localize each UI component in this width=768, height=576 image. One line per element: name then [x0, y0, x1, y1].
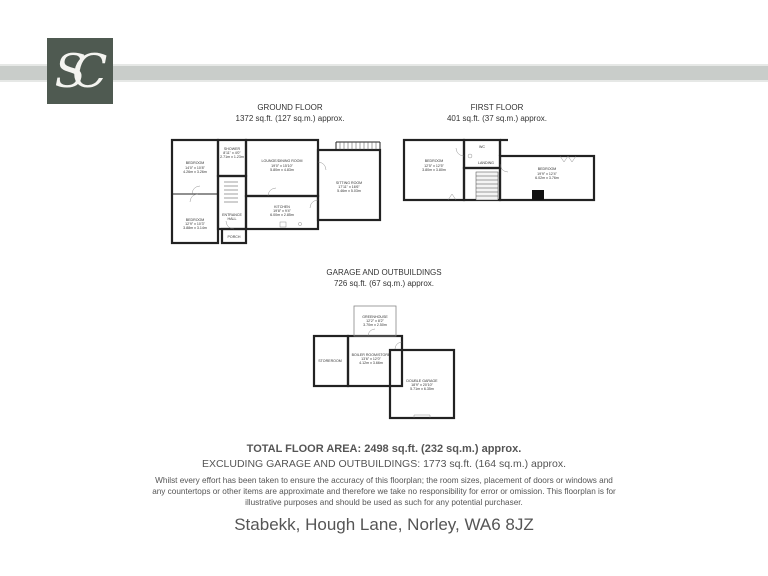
gf-entrance-label: ENTRANCE — [222, 213, 242, 217]
gf-bedroom2-dim-m: 3.88m x 3.14m — [183, 226, 207, 230]
gf-kitchen-dim-m: 6.00m x 2.85m — [270, 213, 294, 217]
ff-landing-label: LANDING — [478, 161, 494, 165]
gf-lounge-dim-m: 5.80m x 4.83m — [270, 168, 294, 172]
gf-sitting-dim-ft: 17'11" x 16'6" — [338, 185, 360, 189]
gf-bedroom2-label: BEDROOM — [185, 218, 205, 222]
ff-bedroom2-label: BEDROOM — [537, 167, 557, 171]
gf-bedroom1-dim-m: 4.26m x 3.26m — [183, 170, 207, 174]
garage-title: GARAGE AND OUTBUILDINGS — [326, 268, 442, 277]
header-band — [0, 64, 768, 82]
excluding-garage-area: EXCLUDING GARAGE AND OUTBUILDINGS: 1773 sq.ft. (164 sq.m.) approx. — [201, 458, 567, 470]
garage-area: 726 sq.ft. (67 sq.m.) approx. — [333, 279, 435, 288]
garage-room-labels — [318, 315, 438, 391]
gb-boiler-label: BOILER ROOM/STORE — [351, 353, 391, 357]
gb-garage-dim-m: 5.71m x 6.35m — [410, 387, 434, 391]
gb-storeroom-label: STOREROOM — [318, 359, 342, 363]
gf-sitting-label: SITTING ROOM — [335, 181, 363, 185]
first-floor-title: FIRST FLOOR — [470, 103, 524, 112]
ff-bedroom2-dim-ft: 19'9" x 12'4" — [537, 172, 557, 176]
first-floor-area: 401 sq.ft. (37 sq.m.) approx. — [446, 114, 548, 123]
disclaimer-text: Whilst every effort has been taken to ensure the accuracy of this floorplan; the room sizes, placement of doors or windows and any countertops or other items are approximate and therefore we take no responsibility for error or omission. This floorplan is for illustrative purposes and should be used as such for any potential purchaser. — [152, 476, 616, 507]
ground-floor-title: GROUND FLOOR — [257, 103, 323, 112]
gb-garage-label: DOUBLE GARAGE — [406, 379, 438, 383]
garage-plan — [310, 302, 460, 422]
ff-bedroom1-dim-ft: 12'5" x 12'5" — [424, 164, 444, 168]
gb-greenhouse-label: GREENHOUSE — [362, 315, 388, 319]
gf-shower-dim-ft: 8'11" x 4'0" — [223, 151, 241, 155]
gf-sitting-dim-m: 5.46m x 5.03m — [337, 189, 361, 193]
first-floor-plan — [400, 134, 600, 204]
ground-floor-plan — [168, 134, 388, 250]
ff-wc-label: WC — [479, 145, 485, 149]
gf-bedroom2-dim-ft: 12'9" x 10'3" — [185, 222, 205, 226]
gb-boiler-dim-ft: 13'6" x 12'0" — [361, 357, 381, 361]
property-address: Stabekk, Hough Lane, Norley, WA6 8JZ — [234, 515, 534, 534]
logo — [47, 38, 113, 104]
gb-greenhouse-dim-m: 3.70m x 2.50m — [363, 323, 387, 327]
garage-caption — [284, 267, 484, 289]
gb-boiler-dim-m: 4.12m x 3.66m — [359, 361, 383, 365]
ff-bedroom1-dim-m: 3.80m x 3.80m — [422, 168, 446, 172]
first-floor-caption — [397, 102, 597, 124]
gf-lounge-label: LOUNGE/DINING ROOM — [261, 159, 303, 163]
gf-bedroom1-dim-ft: 14'0" x 10'8" — [185, 166, 205, 170]
gf-shower-dim-m: 2.71m x 1.23m — [220, 155, 244, 159]
gb-greenhouse-dim-ft: 12'2" x 8'2" — [366, 319, 384, 323]
gf-porch-label: PORCH — [227, 235, 241, 239]
gf-shower-label: SHOWER — [223, 147, 241, 151]
ground-floor-room-labels — [183, 147, 362, 239]
logo-monogram: SC — [54, 44, 94, 98]
gf-kitchen-dim-ft: 19'8" x 9'4" — [273, 209, 291, 213]
ff-bedroom1-label: BEDROOM — [424, 159, 444, 163]
gf-kitchen-label: KITCHEN — [274, 205, 290, 209]
ground-floor-caption — [190, 102, 390, 124]
gb-garage-dim-ft: 18'9" x 20'10" — [411, 383, 433, 387]
ff-bedroom2-dim-m: 6.02m x 3.76m — [535, 176, 559, 180]
gf-lounge-dim-ft: 19'0" x 15'10" — [271, 164, 293, 168]
ground-floor-area: 1372 sq.ft. (127 sq.m.) approx. — [235, 114, 345, 123]
total-floor-area: TOTAL FLOOR AREA: 2498 sq.ft. (232 sq.m.) approx. — [246, 443, 522, 455]
gf-bedroom1-label: BEDROOM — [185, 161, 205, 165]
gf-hall-label: HALL — [227, 217, 237, 221]
chimney-mark — [532, 190, 544, 200]
